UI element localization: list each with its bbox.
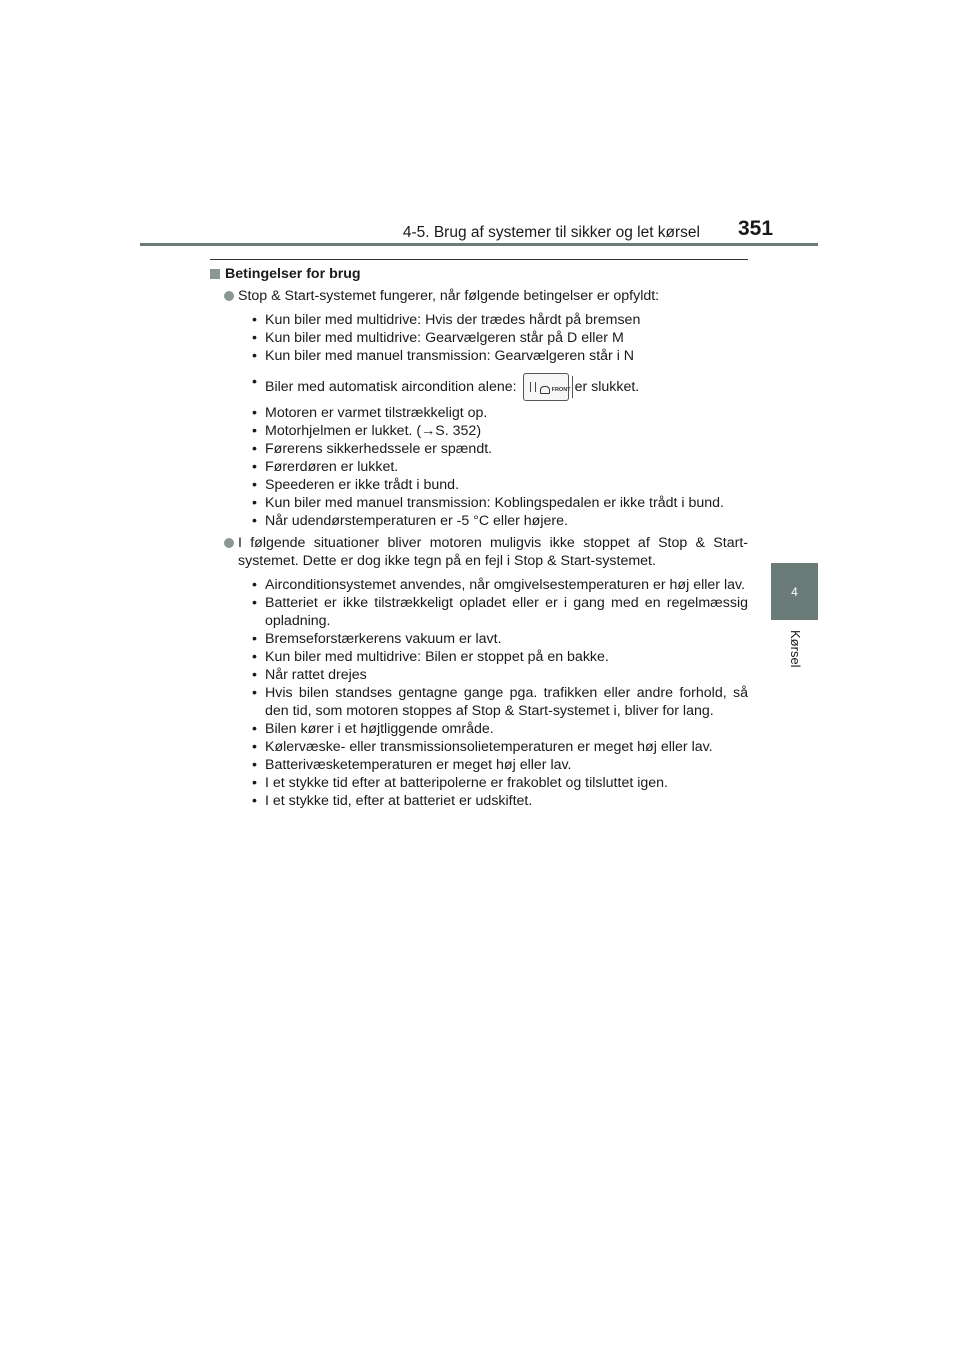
list-item: • Kun biler med multidrive: Hvis der trædes hårdt på bremsen	[252, 311, 748, 329]
front-label-text: FRONT	[551, 387, 571, 393]
button-edge	[568, 376, 573, 398]
list-item: • Kølervæske- eller transmissionsolietemperaturen er meget høj eller lav.	[252, 738, 748, 756]
list-item: • Kun biler med multidrive: Bilen er stoppet på en bakke.	[252, 648, 748, 666]
condition-intro: Stop & Start-systemet fungerer, når følgende betingelser er opfyldt:	[238, 288, 660, 304]
circle-bullet-icon	[224, 538, 234, 548]
running-header: 4-5. Brug af systemer til sikker og let kørsel	[402, 224, 700, 241]
exception-intro: I følgende situationer bliver motoren muligvis ikke stoppet af Stop & Start-systemet. Dette er dog ikke tegn på en fejl i Stop & Start-systemet.	[238, 535, 748, 569]
list-item: • Batterivæsketemperaturen er meget høj eller lav.	[252, 756, 748, 774]
page-number: 351	[738, 217, 774, 240]
list-item: • Førerens sikkerhedssele er spændt.	[252, 440, 748, 458]
list-item: • Motoren er varmet tilstrækkeligt op.	[252, 404, 748, 422]
exception-list	[238, 576, 748, 810]
list-item: • Kun biler med manuel transmission: Gearvælgeren står i N	[252, 347, 748, 365]
condition-list-a	[238, 311, 748, 530]
section-heading	[210, 265, 748, 283]
windshield-icon	[540, 386, 550, 394]
section-rule	[210, 259, 748, 260]
condition-block	[210, 287, 748, 530]
ac-item-after: er slukket.	[574, 379, 640, 395]
list-item: • Førerdøren er lukket.	[252, 458, 748, 476]
section-heading-text: Betingelser for brug	[225, 266, 361, 282]
chapter-tab	[771, 563, 818, 620]
list-item: • Hvis bilen standses gentagne gange pga. trafikken eller andre forhold, så den tid, som motoren stoppes af Stop & Start-systemet i, bliver for lang.	[252, 684, 748, 720]
circle-bullet-icon	[224, 291, 234, 301]
list-item: • Motorhjelmen er lukket. (→S. 352)	[252, 422, 748, 440]
chapter-number: 4	[791, 584, 798, 599]
exception-block	[210, 534, 748, 810]
front-label	[540, 381, 571, 399]
front-defroster-button-icon	[523, 373, 569, 401]
square-marker-icon	[210, 269, 220, 279]
list-item: • Når rattet drejes	[252, 666, 748, 684]
button-bars-icon	[530, 382, 536, 392]
list-item: • Kun biler med multidrive: Gearvælgeren står på D eller M	[252, 329, 748, 347]
list-item: • Bremseforstærkerens vakuum er lavt.	[252, 630, 748, 648]
chapter-label: Kørsel	[788, 630, 803, 668]
list-item: • Bilen kører i et højtliggende område.	[252, 720, 748, 738]
list-item: • Speederen er ikke trådt i bund.	[252, 476, 748, 494]
list-item: • Airconditionsystemet anvendes, når omgivelsestemperaturen er høj eller lav.	[252, 576, 748, 594]
list-item: • Kun biler med manuel transmission: Koblingspedalen er ikke trådt i bund.	[252, 494, 748, 512]
list-item: • I et stykke tid efter at batteripolerne er frakoblet og tilsluttet igen.	[252, 774, 748, 792]
header-rule	[140, 243, 818, 246]
list-item-ac	[252, 373, 748, 401]
list-item: • Batteriet er ikke tilstrækkeligt opladet eller er i gang med en regelmæssig opladning.	[252, 594, 748, 630]
section-content	[210, 265, 748, 810]
ac-item-before: • Biler med automatisk aircondition alene:	[265, 379, 517, 395]
list-item: • I et stykke tid, efter at batteriet er udskiftet.	[252, 792, 748, 810]
list-item: • Når udendørstemperaturen er -5 °C eller højere.	[252, 512, 748, 530]
